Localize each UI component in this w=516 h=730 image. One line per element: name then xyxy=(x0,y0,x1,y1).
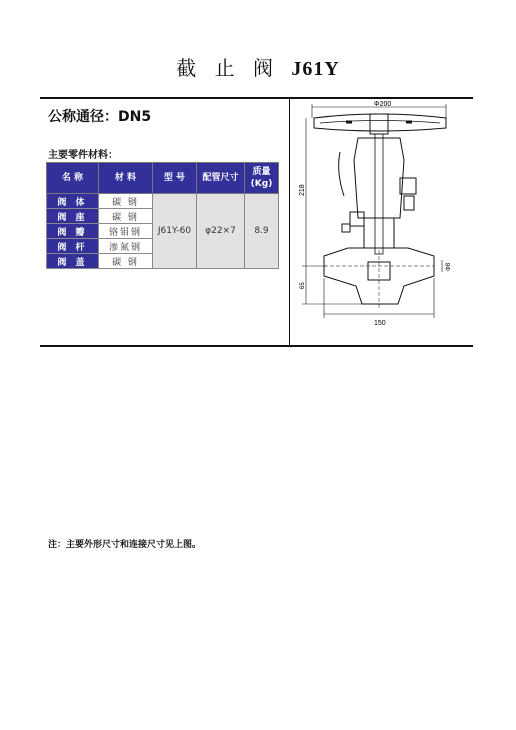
handwheel-shape xyxy=(314,114,446,131)
model-cell: J61Y-60 xyxy=(153,194,197,269)
dim-label-length: 150 xyxy=(374,320,386,327)
dim-label-handwheel: Φ200 xyxy=(374,101,392,108)
part-name: 阀 杆 xyxy=(47,239,99,254)
bottom-rule xyxy=(40,345,473,347)
part-name: 阀 座 xyxy=(47,209,99,224)
dim-label-base: 65 xyxy=(300,282,306,289)
part-name: 阀 盖 xyxy=(47,254,99,269)
top-rule xyxy=(40,97,473,99)
part-material: 渗氮钢 xyxy=(99,239,153,254)
footnote: 注：主要外形尺寸和连接尺寸见上图。 xyxy=(48,540,202,550)
part-material: 碳 钢 xyxy=(99,194,153,209)
header-model: 型 号 xyxy=(153,163,197,194)
handwheel-hatch xyxy=(320,121,440,124)
header-weight: 质量(Kg) xyxy=(245,163,279,194)
weight-cell: 8.9 xyxy=(245,194,279,269)
valve-drawing xyxy=(296,100,470,328)
part-material: 碳 钢 xyxy=(99,254,153,269)
part-material: 碳 钢 xyxy=(99,209,153,224)
yoke-arm-left xyxy=(339,152,344,196)
table-header-row xyxy=(47,163,279,194)
pipe-size-cell: φ22×7 xyxy=(197,194,245,269)
part-name: 阀 瓣 xyxy=(47,224,99,239)
title-cn: 截 止 阀 xyxy=(176,56,279,80)
header-material: 材 料 xyxy=(99,163,153,194)
gland-bolt xyxy=(404,196,414,210)
header-pipe-size: 配管尺寸 xyxy=(197,163,245,194)
bonnet-neck xyxy=(364,218,394,248)
spec-table xyxy=(46,162,279,269)
dim-label-bore: Φ8 xyxy=(446,262,452,271)
bonnet-bolt-head xyxy=(342,224,350,232)
valve-stem xyxy=(375,134,383,254)
yoke-body xyxy=(354,138,404,218)
page-title xyxy=(0,52,516,81)
title-model: J61Y xyxy=(291,58,340,80)
header-name: 名 称 xyxy=(47,163,99,194)
bonnet-bolt-left xyxy=(350,212,364,226)
parts-materials-label: 主要零件材料： xyxy=(48,150,118,161)
part-material: 铬钼钢 xyxy=(99,224,153,239)
part-name: 阀 体 xyxy=(47,194,99,209)
table-row xyxy=(47,194,279,209)
dim-label-height: 218 xyxy=(299,184,306,196)
nominal-diameter: 公称通径：DN5 xyxy=(48,109,152,125)
vertical-divider xyxy=(289,99,290,345)
